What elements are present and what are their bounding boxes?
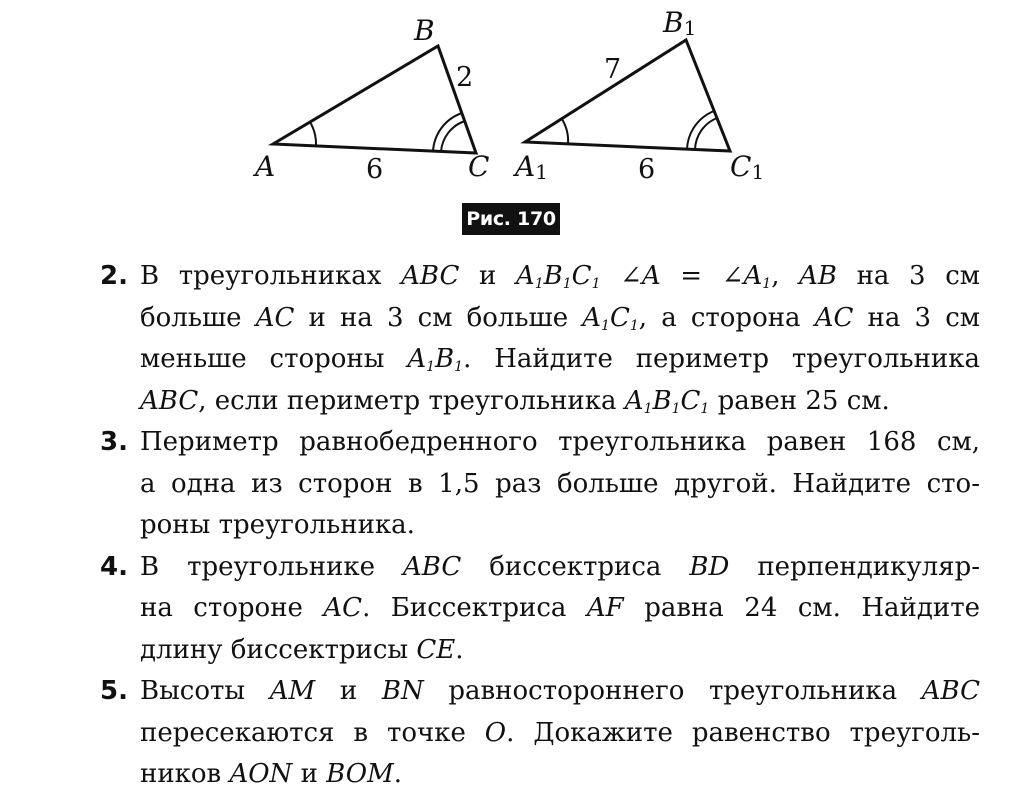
side-a1b1-length: 7	[604, 54, 622, 85]
angle-a1-arc	[562, 119, 568, 144]
label-a: A	[255, 150, 276, 183]
problem-line: больше AC и на 3 см больше $A_1C_1$, а сторона AC на 3 см	[140, 302, 980, 334]
side-bc-length: 2	[456, 62, 474, 93]
label-c1: C1	[730, 150, 765, 184]
label-b: B	[414, 14, 435, 47]
label-b1: B1	[663, 6, 697, 40]
problem-line: меньше стороны $A_1B_1$. Найдите периметр треугольника	[140, 344, 980, 375]
problem-line: ABC, если периметр треугольника $A_1B_1C_1$ равен 25 см.	[140, 385, 890, 417]
problem-5	[100, 671, 980, 796]
problem-line: на стороне AC. Биссектриса AF равна 24 см. Найдите	[140, 593, 980, 623]
problem-list	[100, 256, 980, 796]
problem-line: а одна из сторон в 1,5 раз больше другой. Найдите сто-	[140, 468, 980, 499]
problem-line: В треугольниках ABC и $A_1B_1C_1$ ∠A = $\angle A_1$, AB на 3 см	[140, 261, 980, 292]
problem-line: Периметр равнобедренного треугольника равен 168 см,	[140, 427, 980, 457]
problem-line: роны треугольника.	[140, 510, 415, 540]
problem-number: 4.	[100, 551, 128, 582]
problem-2	[100, 256, 980, 422]
problem-line: В треугольнике ABC биссектриса BD перпендикуляр-	[140, 551, 980, 582]
angle-a-arc	[310, 122, 316, 145]
problem-number: 5.	[100, 676, 128, 706]
side-ac-length: 6	[366, 154, 384, 185]
problem-number: 2.	[100, 261, 128, 291]
side-a1c1-length: 6	[638, 154, 656, 185]
figure-caption: Рис. 170	[462, 203, 560, 235]
problem-number: 3.	[100, 427, 128, 457]
problem-line: ников AON и BOM.	[140, 759, 402, 789]
label-a1: A1	[515, 150, 548, 184]
problem-line: длину биссектрисы CE.	[140, 634, 464, 665]
problem-4	[100, 547, 980, 672]
label-c: C	[468, 150, 490, 183]
problem-line: Высоты AM и BN равностороннего треугольника ABC	[140, 676, 981, 706]
problem-3	[100, 422, 980, 547]
problem-line: пересекаются в точке O. Докажите равенство треуголь-	[140, 717, 980, 748]
